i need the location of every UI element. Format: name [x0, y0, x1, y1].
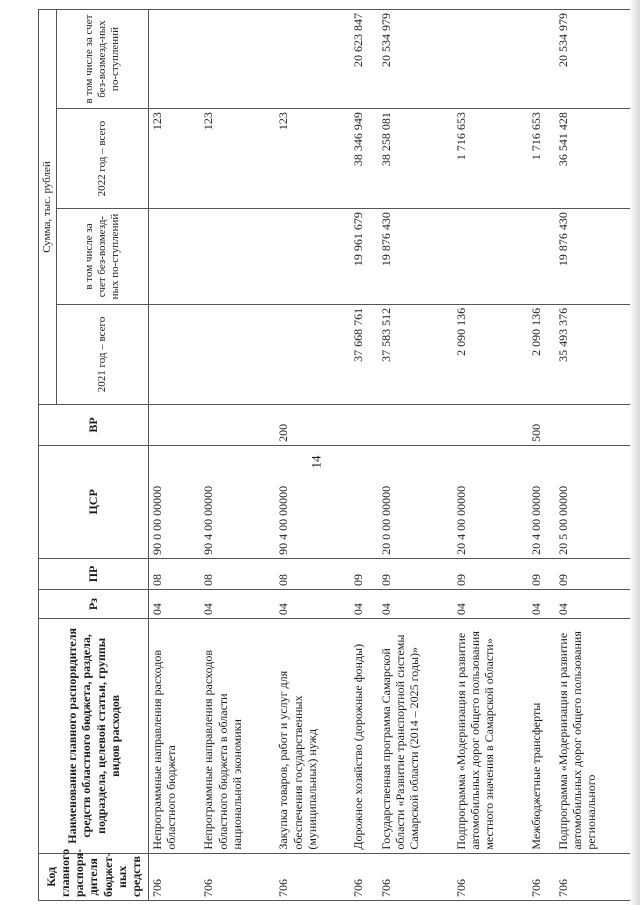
cell-2021-total — [275, 304, 350, 404]
cell-2021-total — [200, 304, 275, 404]
cell-csr: 20 0 00 00000 — [378, 445, 453, 558]
cell-vr — [555, 404, 630, 445]
cell-2022-free — [200, 10, 275, 109]
cell-2022-total: 1 716 653 — [453, 109, 528, 209]
header-2022-free: в том числе за счет без-возмезд-ных по-ступлений — [57, 10, 149, 109]
cell-2021-total — [149, 304, 201, 404]
cell-2021-total: 2 090 136 — [528, 304, 555, 404]
cell-rz: 04 — [555, 590, 630, 619]
cell-pr: 09 — [555, 558, 630, 589]
cell-pr: 08 — [200, 558, 275, 589]
cell-rz: 04 — [528, 590, 555, 619]
cell-rz: 04 — [378, 590, 453, 619]
cell-vr — [350, 404, 377, 445]
cell-vr: 500 — [528, 404, 555, 445]
budget-table — [38, 9, 630, 901]
cell-code: 706 — [350, 853, 377, 900]
cell-rz: 04 — [149, 590, 201, 619]
table-row — [453, 10, 528, 901]
cell-name: Дорожное хозяйство (дорожные фонды) — [350, 619, 377, 854]
cell-2021-free: 19 876 430 — [555, 209, 630, 305]
cell-rz: 04 — [350, 590, 377, 619]
cell-vr — [200, 404, 275, 445]
cell-rz: 04 — [453, 590, 528, 619]
cell-2021-free — [528, 209, 555, 305]
table-row — [200, 10, 275, 901]
cell-code: 706 — [378, 853, 453, 900]
cell-2022-free: 20 534 979 — [555, 10, 630, 109]
cell-2022-free: 20 534 979 — [378, 10, 453, 109]
header-pr: ПР — [39, 558, 149, 589]
header-code: Код главного распоря-дителя бюджет-ных средств — [39, 853, 149, 900]
cell-csr: 20 4 00 00000 — [453, 445, 528, 558]
cell-rz: 04 — [200, 590, 275, 619]
table-row — [528, 10, 555, 901]
cell-2022-total: 38 258 081 — [378, 109, 453, 209]
cell-csr: 90 0 00 00000 — [149, 445, 201, 558]
cell-2022-free — [528, 10, 555, 109]
cell-name: Межбюджетные трансферты — [528, 619, 555, 854]
table-row — [350, 10, 377, 901]
header-vr: ВР — [39, 404, 149, 445]
table-row — [555, 10, 630, 901]
cell-2022-total: 38 346 949 — [350, 109, 377, 209]
table-body — [149, 10, 631, 901]
cell-2022-total: 1 716 653 — [528, 109, 555, 209]
cell-name: Государственная программа Самарской области «Развитие транспортной системы Самарской области (2014 – 2025 годы)» — [378, 619, 453, 854]
cell-2021-free — [275, 209, 350, 305]
cell-pr: 09 — [378, 558, 453, 589]
cell-csr — [350, 445, 377, 558]
cell-rz: 04 — [275, 590, 350, 619]
page-number: 14 — [308, 455, 324, 469]
table-row — [378, 10, 453, 901]
table-header — [39, 10, 149, 901]
cell-vr: 200 — [275, 404, 350, 445]
cell-vr — [453, 404, 528, 445]
cell-2022-free: 20 623 847 — [350, 10, 377, 109]
cell-pr: 08 — [275, 558, 350, 589]
cell-2022-free — [149, 10, 201, 109]
cell-2021-free — [200, 209, 275, 305]
cell-2021-free — [149, 209, 201, 305]
cell-name: Закупка товаров, работ и услуг для обеспечения государственных (муниципальных) нужд — [275, 619, 350, 854]
cell-name: Непрограммные направления расходов областного бюджета — [149, 619, 201, 854]
table-row — [275, 10, 350, 901]
header-2021-free: в том числе за счет без-возмезд-ных по-ступлений — [57, 209, 149, 305]
cell-csr: 90 4 00 00000 — [200, 445, 275, 558]
cell-name: Подпрограмма «Модернизация и развитие автомобильных дорог общего пользования местного значения в Самарской области» — [453, 619, 528, 854]
cell-vr — [149, 404, 201, 445]
cell-2022-free — [275, 10, 350, 109]
cell-2021-total: 37 668 761 — [350, 304, 377, 404]
cell-csr: 20 5 00 00000 — [555, 445, 630, 558]
cell-pr: 09 — [350, 558, 377, 589]
table-row — [149, 10, 201, 901]
cell-2022-total: 123 — [200, 109, 275, 209]
cell-pr: 08 — [149, 558, 201, 589]
cell-code: 706 — [528, 853, 555, 900]
cell-code: 706 — [453, 853, 528, 900]
cell-csr: 20 4 00 00000 — [528, 445, 555, 558]
cell-code: 706 — [555, 853, 630, 900]
cell-csr: 90 4 00 00000 — [275, 445, 350, 558]
header-sum-group: Сумма, тыс. рублей — [39, 10, 57, 405]
cell-name: Непрограммные направления расходов областного бюджета в области национальной экономики — [200, 619, 275, 854]
cell-vr — [378, 404, 453, 445]
cell-2021-free: 19 961 679 — [350, 209, 377, 305]
header-name: Наименование главного распорядителя средств областного бюджета, раздела, подраздела, целевой статьи, группы видов расходов — [39, 619, 149, 854]
header-2022-total: 2022 год – всего — [57, 109, 149, 209]
cell-2022-total: 123 — [275, 109, 350, 209]
cell-2022-free — [453, 10, 528, 109]
header-rz: Рз — [39, 590, 149, 619]
cell-2021-free — [453, 209, 528, 305]
cell-code: 706 — [275, 853, 350, 900]
cell-2021-total: 37 583 512 — [378, 304, 453, 404]
cell-2021-total: 35 493 376 — [555, 304, 630, 404]
cell-code: 706 — [200, 853, 275, 900]
cell-2022-total: 36 541 428 — [555, 109, 630, 209]
cell-pr: 09 — [528, 558, 555, 589]
cell-pr: 09 — [453, 558, 528, 589]
header-csr: ЦСР — [39, 445, 149, 558]
cell-2021-free: 19 876 430 — [378, 209, 453, 305]
cell-2021-total: 2 090 136 — [453, 304, 528, 404]
cell-name: Подпрограмма «Модернизация и развитие автомобильных дорог общего пользования регионального — [555, 619, 630, 854]
cell-code: 706 — [149, 853, 201, 900]
header-2021-total: 2021 год – всего — [57, 304, 149, 404]
cell-2022-total: 123 — [149, 109, 201, 209]
